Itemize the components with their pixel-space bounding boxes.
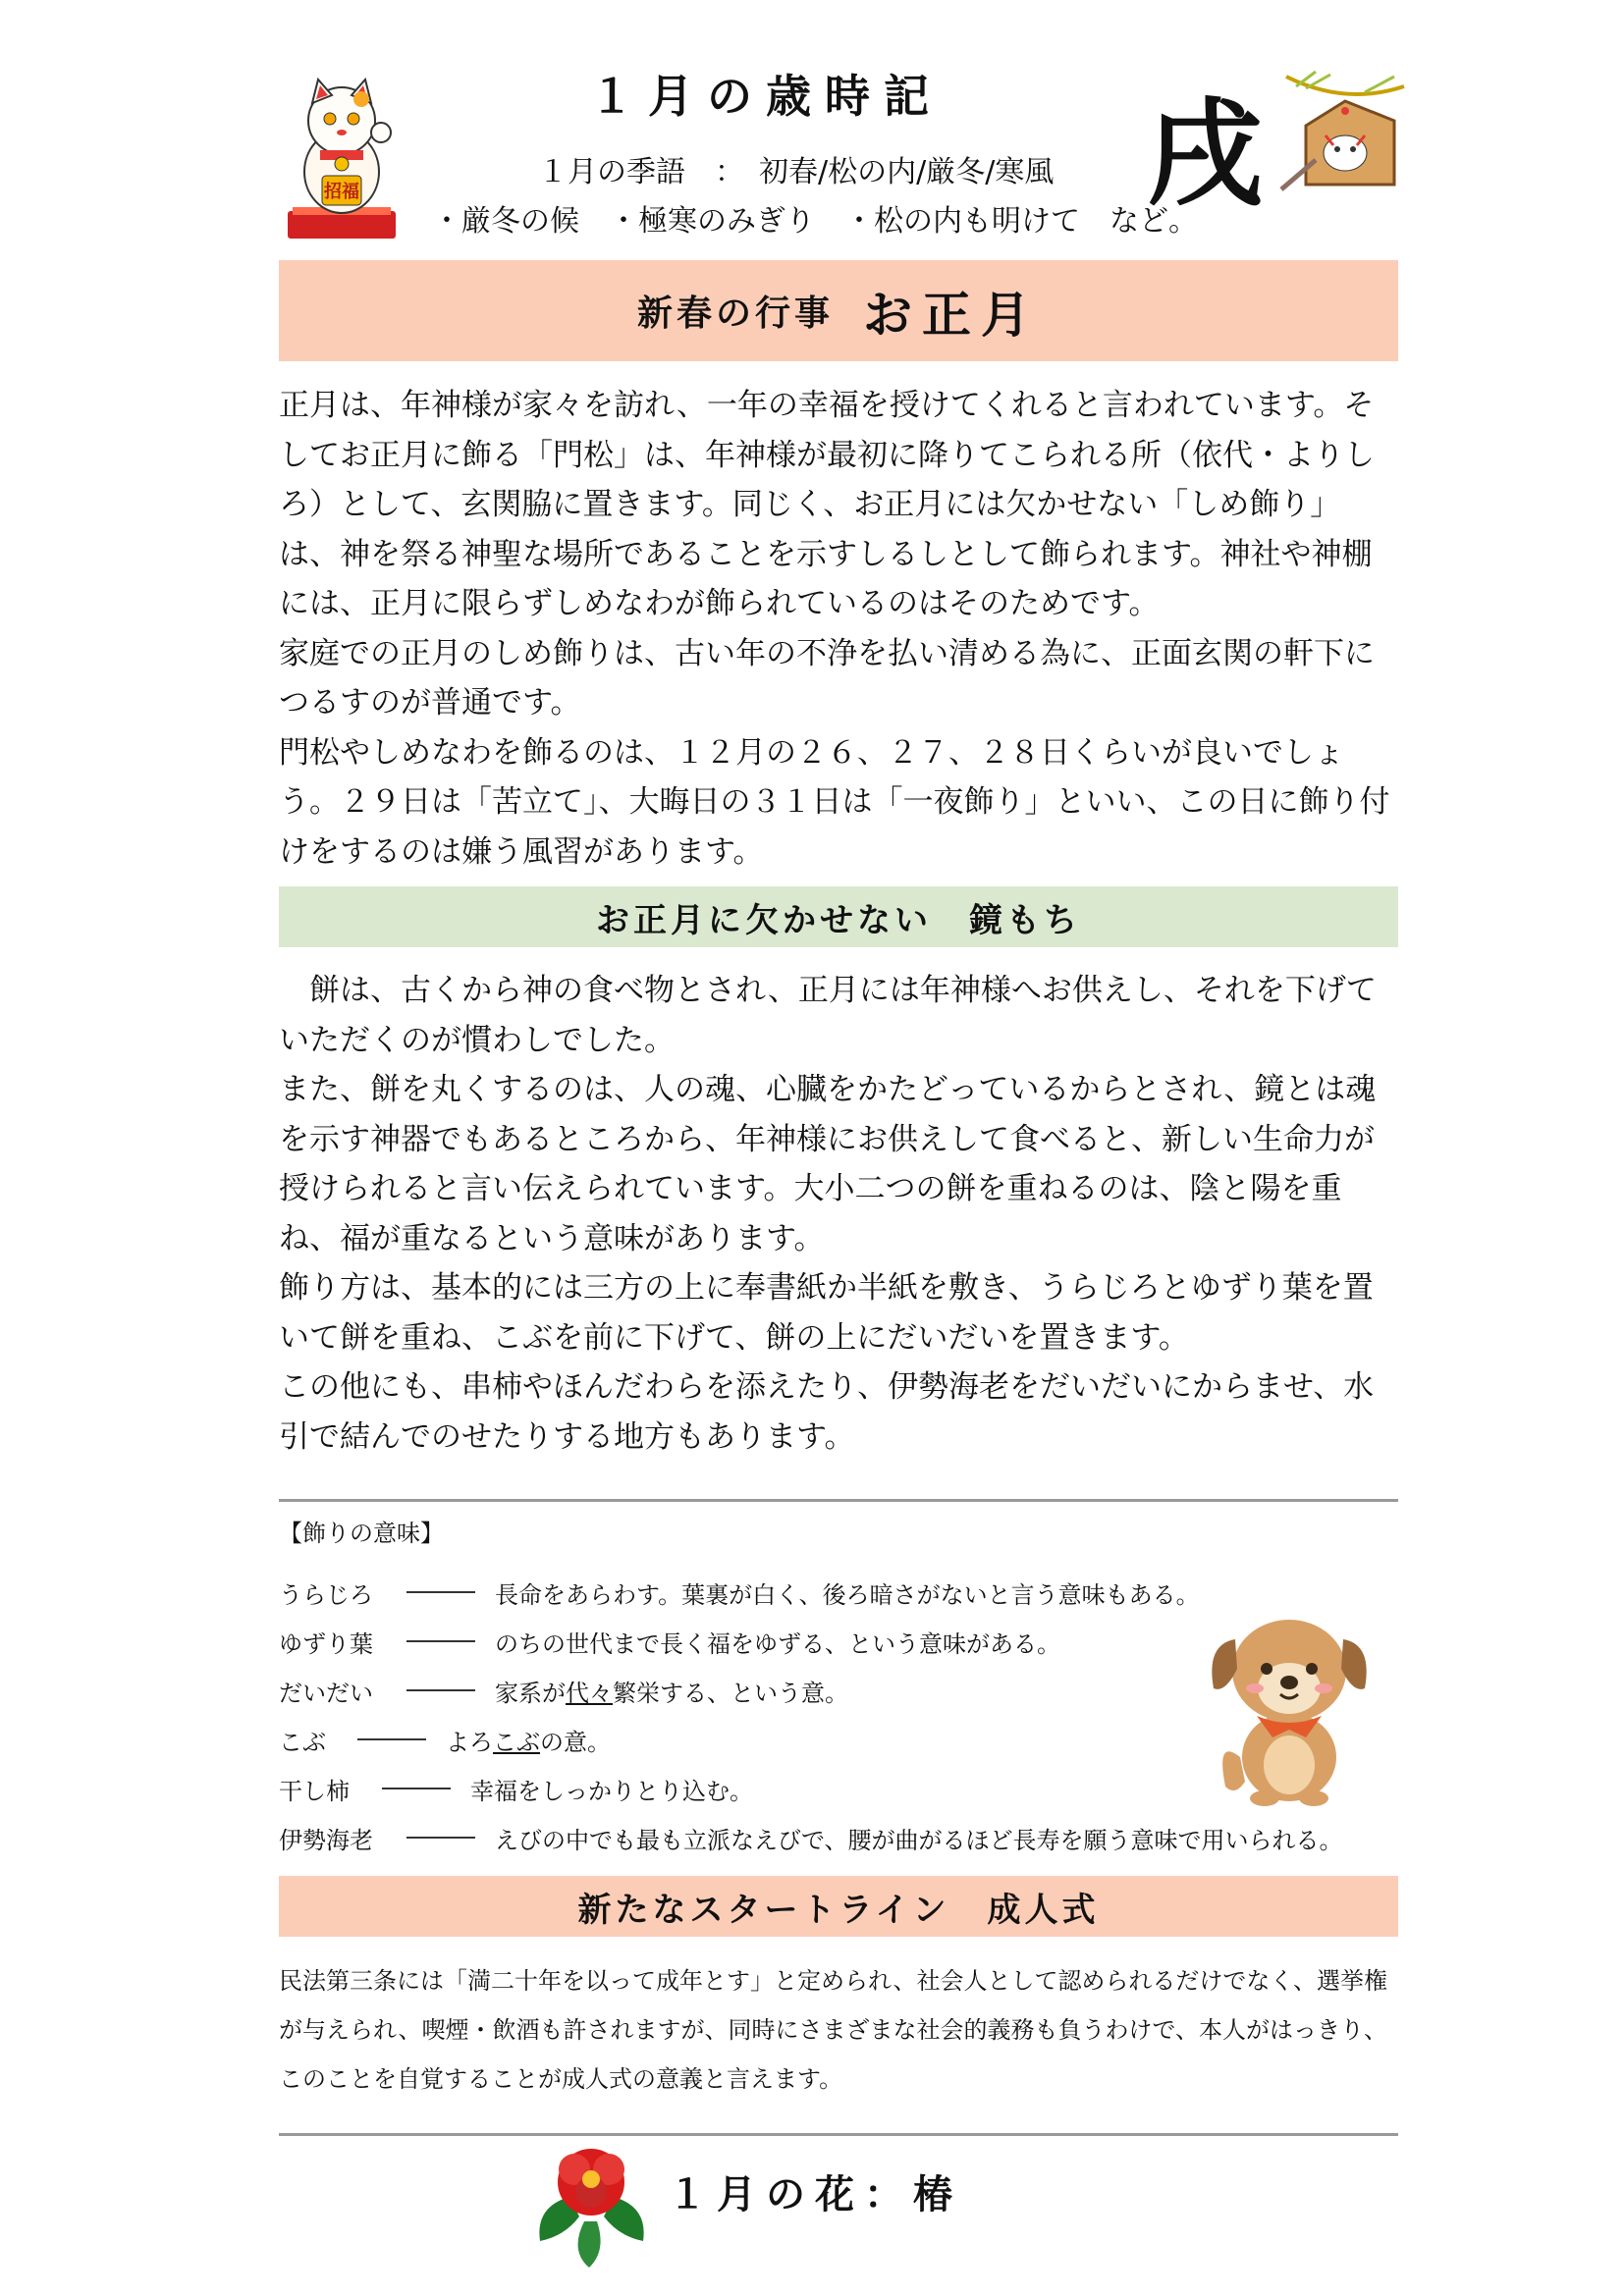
paragraph: 餅は、古くから神の食べ物とされ、正月には年神様へお供えし、それを下げていただくのが慣わしでした。 [279,973,1377,1058]
kazari-meaning: えびの中でも最も立派なえびで、腰が曲がるほど長寿を願う意味で用いられる。 [495,1826,1343,1854]
page-title: １月の歳時記 [589,70,943,123]
paragraph: 飾り方は、基本的には三方の上に奉書紙か半紙を敷き、うらじろとゆずり葉を置いて餅を重ね、こぶを前に下げて、餅の上にだいだいを置きます。 [279,1270,1374,1356]
kagami-mochi-body [279,966,1398,1462]
paragraph: 家庭での正月のしめ飾りは、古い年の不浄を払い清める為に、正面玄関の軒下につるすのが普通です。 [279,635,1375,721]
dash [406,1837,475,1839]
section-heading-kagami-mochi [279,886,1398,947]
dash [406,1689,475,1691]
heading-small-text: 新春の行事 [636,294,834,334]
kazari-item [279,1764,753,1813]
heading-large-text: お正月 [863,286,1040,344]
ema-plaque-illustration [1276,67,1414,199]
seijinshiki-body [279,1956,1398,2104]
season-words: １月の季語 ： 初春/松の内/厳冬/寒風 [538,155,1055,189]
kazari-term: 伊勢海老 [279,1826,373,1854]
kazari-item [279,1715,611,1764]
divider [279,1499,1398,1502]
kazari-item [279,1813,1343,1862]
paragraph: 正月は、年神様が家々を訪れ、一年の幸福を授けてくれると言われています。そしてお正月に飾る「門松」は、年神様が最初に降りてこられる所（依代・よりしろ）として、玄関脇に置きます。同じく、お正月には欠かせない「しめ飾り」は、神を祭る神聖な場所であることを示すしるしとして飾られます。神社や神棚には、正月に限らずしめなわが飾られているのはそのためです。 [279,388,1375,621]
dash [357,1738,426,1740]
section-heading-seijinshiki [279,1876,1398,1937]
camellia-illustration [530,2138,653,2270]
kazari-term: こぶ [279,1728,326,1756]
kazari-item [279,1568,1200,1617]
flower-of-month-title: １月の花：椿 [668,2172,962,2217]
kazari-heading: 【飾りの意味】 [279,1520,444,1547]
kazari-meaning: 幸福をしっかりとり込む。 [470,1777,753,1805]
puppy-illustration [1196,1600,1382,1806]
seasonal-greetings: ・厳冬の候 ・極寒のみぎり ・松の内も明けて など。 [432,204,1198,239]
paragraph: この他にも、串柿やほんだわらを添えたり、伊勢海老をだいだいにからませ、水引で結んでのせたりする地方もあります。 [279,1369,1375,1455]
kazari-term: うらじろ [279,1580,373,1609]
svg-text:招福: 招福 [324,182,359,202]
heading-text: お正月に欠かせない 鏡もち [596,900,1081,940]
dash [406,1591,475,1593]
oshogatsu-body [279,381,1398,877]
heading-text: 新たなスタートライン 成人式 [577,1890,1100,1930]
paragraph: 民法第三条には「満二十年を以って成年とす」と定められ、社会人として認められるだけでなく、選挙権が与えられ、喫煙・飲酒も許されますが、同時にさまざまな社会的義務も負うわけで、本人がはっきり、このことを自覚することが成人式の意義と言えます。 [279,1967,1387,2093]
dash [382,1788,451,1789]
paragraph: また、餅を丸くするのは、人の魂、心臓をかたどっているからとされ、鏡とは魂を示す神器でもあるところから、年神様にお供えして食べると、新しい生命力が授けられると言い伝えられています。大小二つの餅を重ねるのは、陰と陽を重ね、福が重なるという意味があります。 [279,1072,1377,1256]
dash [406,1640,475,1642]
kazari-meaning: のちの世代まで長く福をゆずる、という意味がある。 [495,1629,1060,1658]
kazari-item [279,1666,848,1715]
paragraph: 門松やしめなわを飾るのは、１２月の２６、２７、２８日くらいが良いでしょう。２９日は「苦立て」、大晦日の３１日は「一夜飾り」といい、この日に飾り付けをするのは嫌う風習があります。 [279,734,1390,870]
maneki-neko-illustration [283,74,401,242]
kazari-term: ゆずり葉 [279,1629,373,1658]
kazari-term: だいだい [279,1679,373,1707]
kazari-meaning: よろこぶの意。 [446,1728,611,1756]
zodiac-character: 戌 [1147,85,1264,222]
kazari-meaning: 家系が代々繁栄する、という意。 [495,1679,848,1707]
section-heading-oshogatsu [279,260,1398,361]
kazari-meaning: 長命をあらわす。葉裏が白く、後ろ暗さがないと言う意味もある。 [495,1580,1200,1609]
kazari-item [279,1617,1060,1666]
kazari-term: 干し柿 [279,1777,350,1805]
divider [279,2133,1398,2136]
